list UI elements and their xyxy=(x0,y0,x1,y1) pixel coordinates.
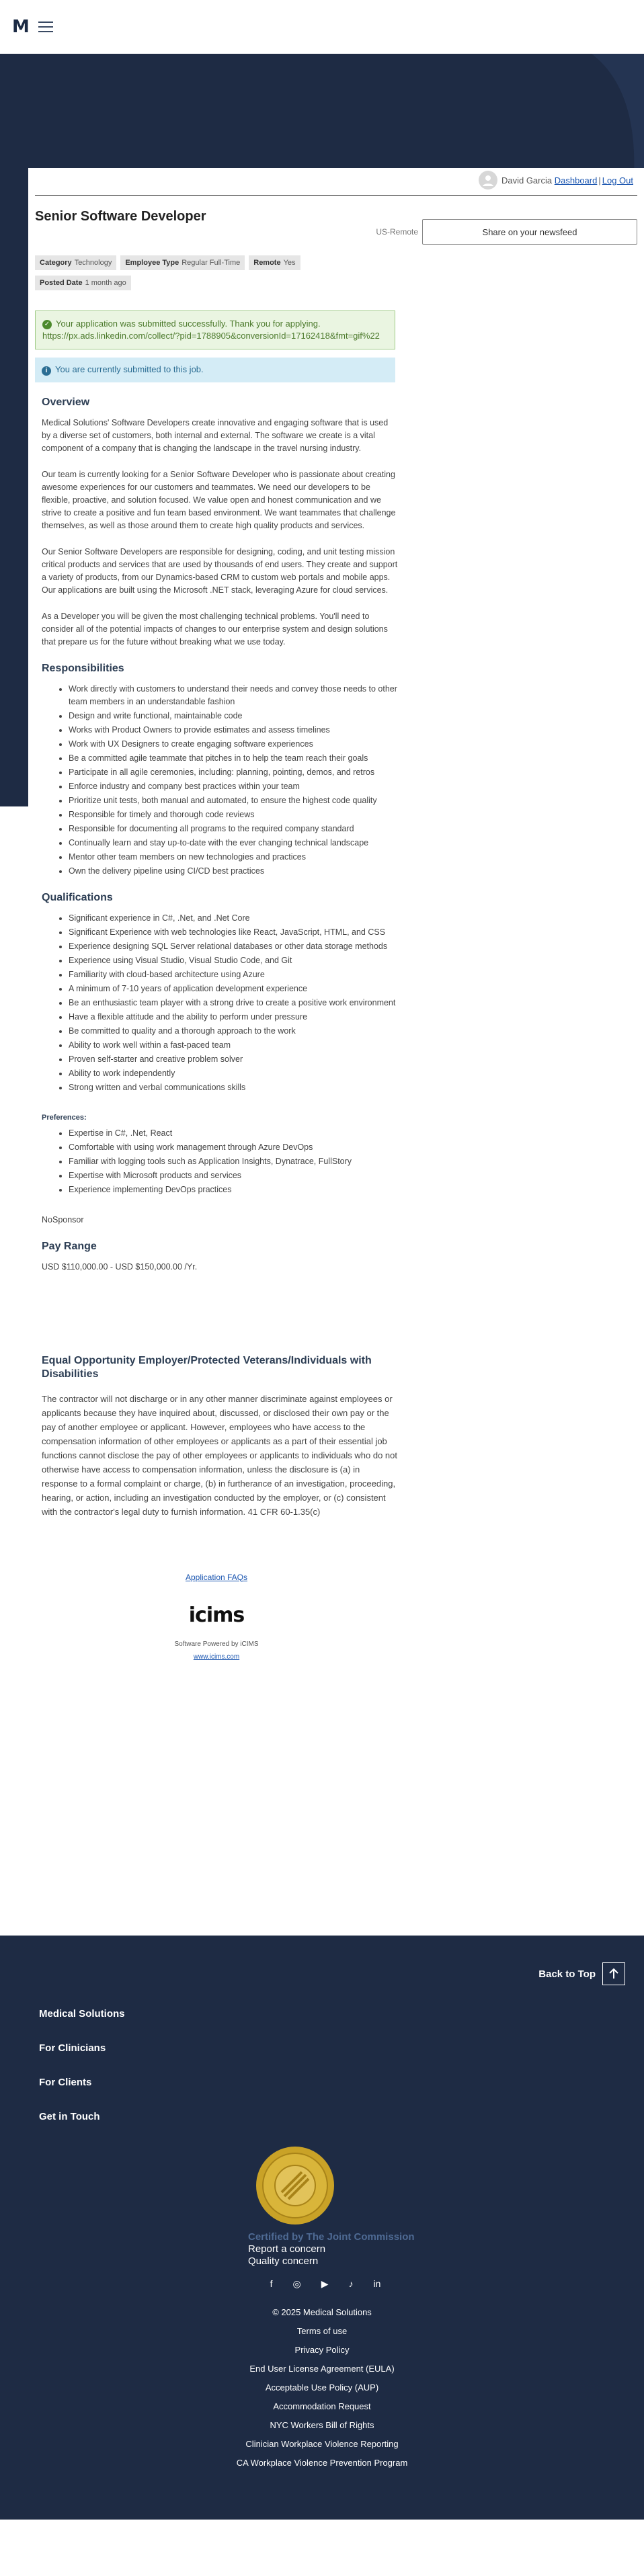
qualification-item: • Ability to work independently xyxy=(69,1067,398,1080)
qualifications-heading: Qualifications xyxy=(42,891,113,903)
qualification-item: • Experience designing SQL Server relational databases or other data storage methods xyxy=(69,940,398,953)
check-circle-icon: ✓ xyxy=(42,320,52,329)
facebook-icon[interactable]: f xyxy=(270,2278,273,2289)
legal-link[interactable]: Clinician Workplace Violence Reporting xyxy=(245,2439,399,2449)
tag-remote: Remote Yes xyxy=(249,255,300,270)
top-nav xyxy=(0,0,644,54)
icims-link[interactable]: www.icims.com xyxy=(193,1653,240,1661)
hero-band xyxy=(0,54,644,1661)
footer-nav xyxy=(0,1985,644,2122)
instagram-icon[interactable]: ◎ xyxy=(292,2278,301,2289)
overview-paragraph: Medical Solutions' Software Developers create innovative and engaging software that is used by a diverse set of customers, both internal and external. The software we create is a vital component of a company that is changing the landscape in the travel nursing industry. xyxy=(42,417,389,453)
arrow-up-icon xyxy=(602,1962,625,1985)
legal-link[interactable]: CA Workplace Violence Prevention Program xyxy=(236,2458,408,2468)
job-tags xyxy=(35,255,637,270)
powered-by-text: Software Powered by iCIMS xyxy=(174,1640,259,1648)
qualification-item: • Be an enthusiastic team player with a strong drive to create a positive work environment xyxy=(69,997,398,1009)
legal-link[interactable]: NYC Workers Bill of Rights xyxy=(270,2420,374,2430)
qualification-item: • Familiarity with cloud-based architecture using Azure xyxy=(69,968,398,981)
user-bar-separator: | xyxy=(598,175,601,185)
responsibility-item: • Mentor other team members on new technologies and practices xyxy=(69,851,398,864)
job-card xyxy=(28,168,644,1714)
preference-item: • Experience implementing DevOps practices xyxy=(69,1183,398,1196)
report-concern-link[interactable]: Report a concern xyxy=(248,2243,326,2255)
legal-link[interactable]: Acceptable Use Policy (AUP) xyxy=(265,2382,379,2393)
pay-range: USD $110,000.00 - USD $150,000.00 /Yr. xyxy=(42,1261,198,1272)
back-to-top-button[interactable]: Back to Top xyxy=(0,1936,644,1985)
responsibilities-heading: Responsibilities xyxy=(42,662,124,674)
footer-link-for-clinicians[interactable]: For Clinicians xyxy=(39,2042,106,2054)
footer-link-get-in-touch[interactable]: Get in Touch xyxy=(39,2111,100,2122)
legal-link[interactable]: Accommodation Request xyxy=(273,2401,371,2411)
pay-range-heading: Pay Range xyxy=(42,1240,97,1252)
icims-logo: icims xyxy=(188,1603,245,1627)
responsibilities-list xyxy=(69,683,398,878)
dashboard-link[interactable]: Dashboard xyxy=(554,175,598,185)
responsibility-item: • Be a committed agile teammate that pitches in to help the team reach their goals xyxy=(69,752,398,765)
legal-link[interactable]: Privacy Policy xyxy=(294,2345,350,2355)
eeo-heading: Equal Opportunity Employer/Protected Veterans/Individuals with Disabilities xyxy=(42,1354,372,1380)
tag-posted-date: Posted Date 1 month ago xyxy=(35,276,131,290)
qualification-item: • Proven self-starter and creative problem solver xyxy=(69,1053,398,1066)
site-logo[interactable]: M xyxy=(12,17,29,37)
info-alert: i You are currently submitted to this job. xyxy=(35,358,395,382)
qualifications-list xyxy=(69,912,398,1094)
responsibility-item: • Design and write functional, maintainable code xyxy=(69,710,398,722)
preference-item: • Familiar with logging tools such as Application Insights, Dynatrace, FullStory xyxy=(69,1155,398,1168)
preferences-heading: Preferences: xyxy=(42,1113,87,1122)
overview-paragraph: Our Senior Software Developers are responsible for designing, coding, and unit testing mission critical products and services that are used by thousands of end users. They create and support a variety of products, from our Dynamics-based CRM to custom web portals and mobile apps. Our applications are built using the Microsoft .NET stack, leveraging Azure for cloud services. xyxy=(42,546,398,595)
responsibility-item: • Responsible for documenting all programs to the required company standard xyxy=(69,823,398,835)
job-location: US-Remote xyxy=(376,227,418,237)
joint-commission-cert: Certified by The Joint Commission xyxy=(248,2231,415,2243)
qualification-item: • Be committed to quality and a thorough approach to the work xyxy=(69,1025,398,1038)
social-links xyxy=(0,2278,644,2290)
responsibility-item: • Prioritize unit tests, both manual and automated, to ensure the highest code quality xyxy=(69,794,398,807)
job-description xyxy=(35,396,398,1519)
hamburger-menu-icon[interactable] xyxy=(38,22,53,32)
footer-link-medical-solutions[interactable]: Medical Solutions xyxy=(39,2008,125,2020)
qualification-item: • Significant experience in C#, .Net, and .Net Core xyxy=(69,912,398,925)
quality-concern-link[interactable]: Quality concern xyxy=(248,2255,319,2267)
tag-category: Category Technology xyxy=(35,255,116,270)
qualification-item: • Experience using Visual Studio, Visual Studio Code, and Git xyxy=(69,954,398,967)
youtube-icon[interactable]: ▶ xyxy=(321,2278,329,2289)
application-faqs-link[interactable]: Application FAQs xyxy=(185,1572,248,1582)
divider xyxy=(35,195,637,196)
success-url: https://px.ads.linkedin.com/collect/?pid=1788905&conversionId=17162418&fmt=gif%22 xyxy=(42,331,380,341)
overview-paragraph: Our team is currently looking for a Senior Software Developer who is passionate about creating awesome experiences for our customers and teammates. We need our developers to be flexible, proactive, and solution focused. We value open and honest communication and we strive to create a positive and fun team based environment. We want teammates that challenge themselves, as well as those around them to create high quality products and services. xyxy=(42,469,396,530)
legal-links xyxy=(0,2303,644,2473)
responsibility-item: • Participate in all agile ceremonies, including: planning, pointing, demos, and retros xyxy=(69,766,398,779)
preference-item: • Expertise in C#, .Net, React xyxy=(69,1127,398,1140)
responsibility-item: • Works with Product Owners to provide estimates and assess timelines xyxy=(69,724,398,737)
responsibility-item: • Own the delivery pipeline using CI/CD best practices xyxy=(69,865,398,878)
eeo-text: The contractor will not discharge or in any other manner discriminate against employees or applicants because they have inquired about, discussed, or disclosed their own pay or the pay of another employee or applicant. However, employees who have access to the compensation information of other employees or applicants as a part of their essential job functions cannot disclose the pay of other employees or applicants to individuals who do not otherwise have access to compensation information, unless the disclosure is (a) in response to a formal complaint or charge, (b) in furtherance of an investigation, proceeding, hearing, or action, including an investigation conducted by the employer, or (c) consistent with the contractor's legal duty to furnish information. 41 CFR 60-1.35(c) xyxy=(42,1393,397,1517)
joint-commission-seal-icon xyxy=(255,2145,335,2226)
overview-paragraph: As a Developer you will be given the most challenging technical problems. You'll need to consider all of the potential impacts of changes to our enterprise system and design solutions that prepare us for the future without breaking what we use today. xyxy=(42,611,388,647)
qualification-item: • Significant Experience with web technologies like React, JavaScript, HTML, and CSS xyxy=(69,926,398,939)
responsibility-item: • Responsible for timely and thorough code reviews xyxy=(69,808,398,821)
sponsor-text: NoSponsor xyxy=(42,1214,84,1224)
preference-item: • Expertise with Microsoft products and services xyxy=(69,1169,398,1182)
legal-link[interactable]: End User License Agreement (EULA) xyxy=(249,2364,395,2374)
info-icon: i xyxy=(42,366,51,376)
site-footer xyxy=(0,1936,644,2520)
qualification-item: • Ability to work well within a fast-paced team xyxy=(69,1039,398,1052)
preferences-list xyxy=(69,1127,398,1196)
tag-employee-type: Employee Type Regular Full-Time xyxy=(120,255,245,270)
user-name: David Garcia xyxy=(501,175,553,185)
legal-link[interactable]: Terms of use xyxy=(296,2326,348,2336)
avatar-icon xyxy=(479,171,497,190)
preference-item: • Comfortable with using work management through Azure DevOps xyxy=(69,1141,398,1154)
logout-link[interactable]: Log Out xyxy=(602,175,633,185)
icims-footer xyxy=(35,1573,398,1661)
user-bar xyxy=(35,168,637,192)
overview-heading: Overview xyxy=(42,396,90,408)
responsibility-item: • Work with UX Designers to create engaging software experiences xyxy=(69,738,398,751)
tiktok-icon[interactable]: ♪ xyxy=(348,2278,354,2289)
job-title: Senior Software Developer xyxy=(35,209,206,224)
responsibility-item: • Continually learn and stay up-to-date with the ever changing technical landscape xyxy=(69,837,398,849)
linkedin-icon[interactable]: in xyxy=(373,2278,381,2289)
share-newsfeed-button[interactable]: Share on your newsfeed xyxy=(422,219,637,245)
copyright-text: © 2025 Medical Solutions xyxy=(272,2307,372,2317)
footer-link-for-clients[interactable]: For Clients xyxy=(39,2077,92,2088)
qualification-item: • Have a flexible attitude and the ability to perform under pressure xyxy=(69,1011,398,1024)
success-alert: ✓ Your application was submitted successfully. Thank you for applying. https://px.ads.linkedin.com/collect/?pid=1788905&conversionId=17162418&fmt=gif%22 xyxy=(35,310,395,349)
responsibility-item: • Work directly with customers to understand their needs and convey those needs to other team members in an understandable fashion xyxy=(69,683,398,708)
qualification-item: • Strong written and verbal communications skills xyxy=(69,1081,398,1094)
qualification-item: • A minimum of 7-10 years of application development experience xyxy=(69,983,398,995)
responsibility-item: • Enforce industry and company best practices within your team xyxy=(69,780,398,793)
